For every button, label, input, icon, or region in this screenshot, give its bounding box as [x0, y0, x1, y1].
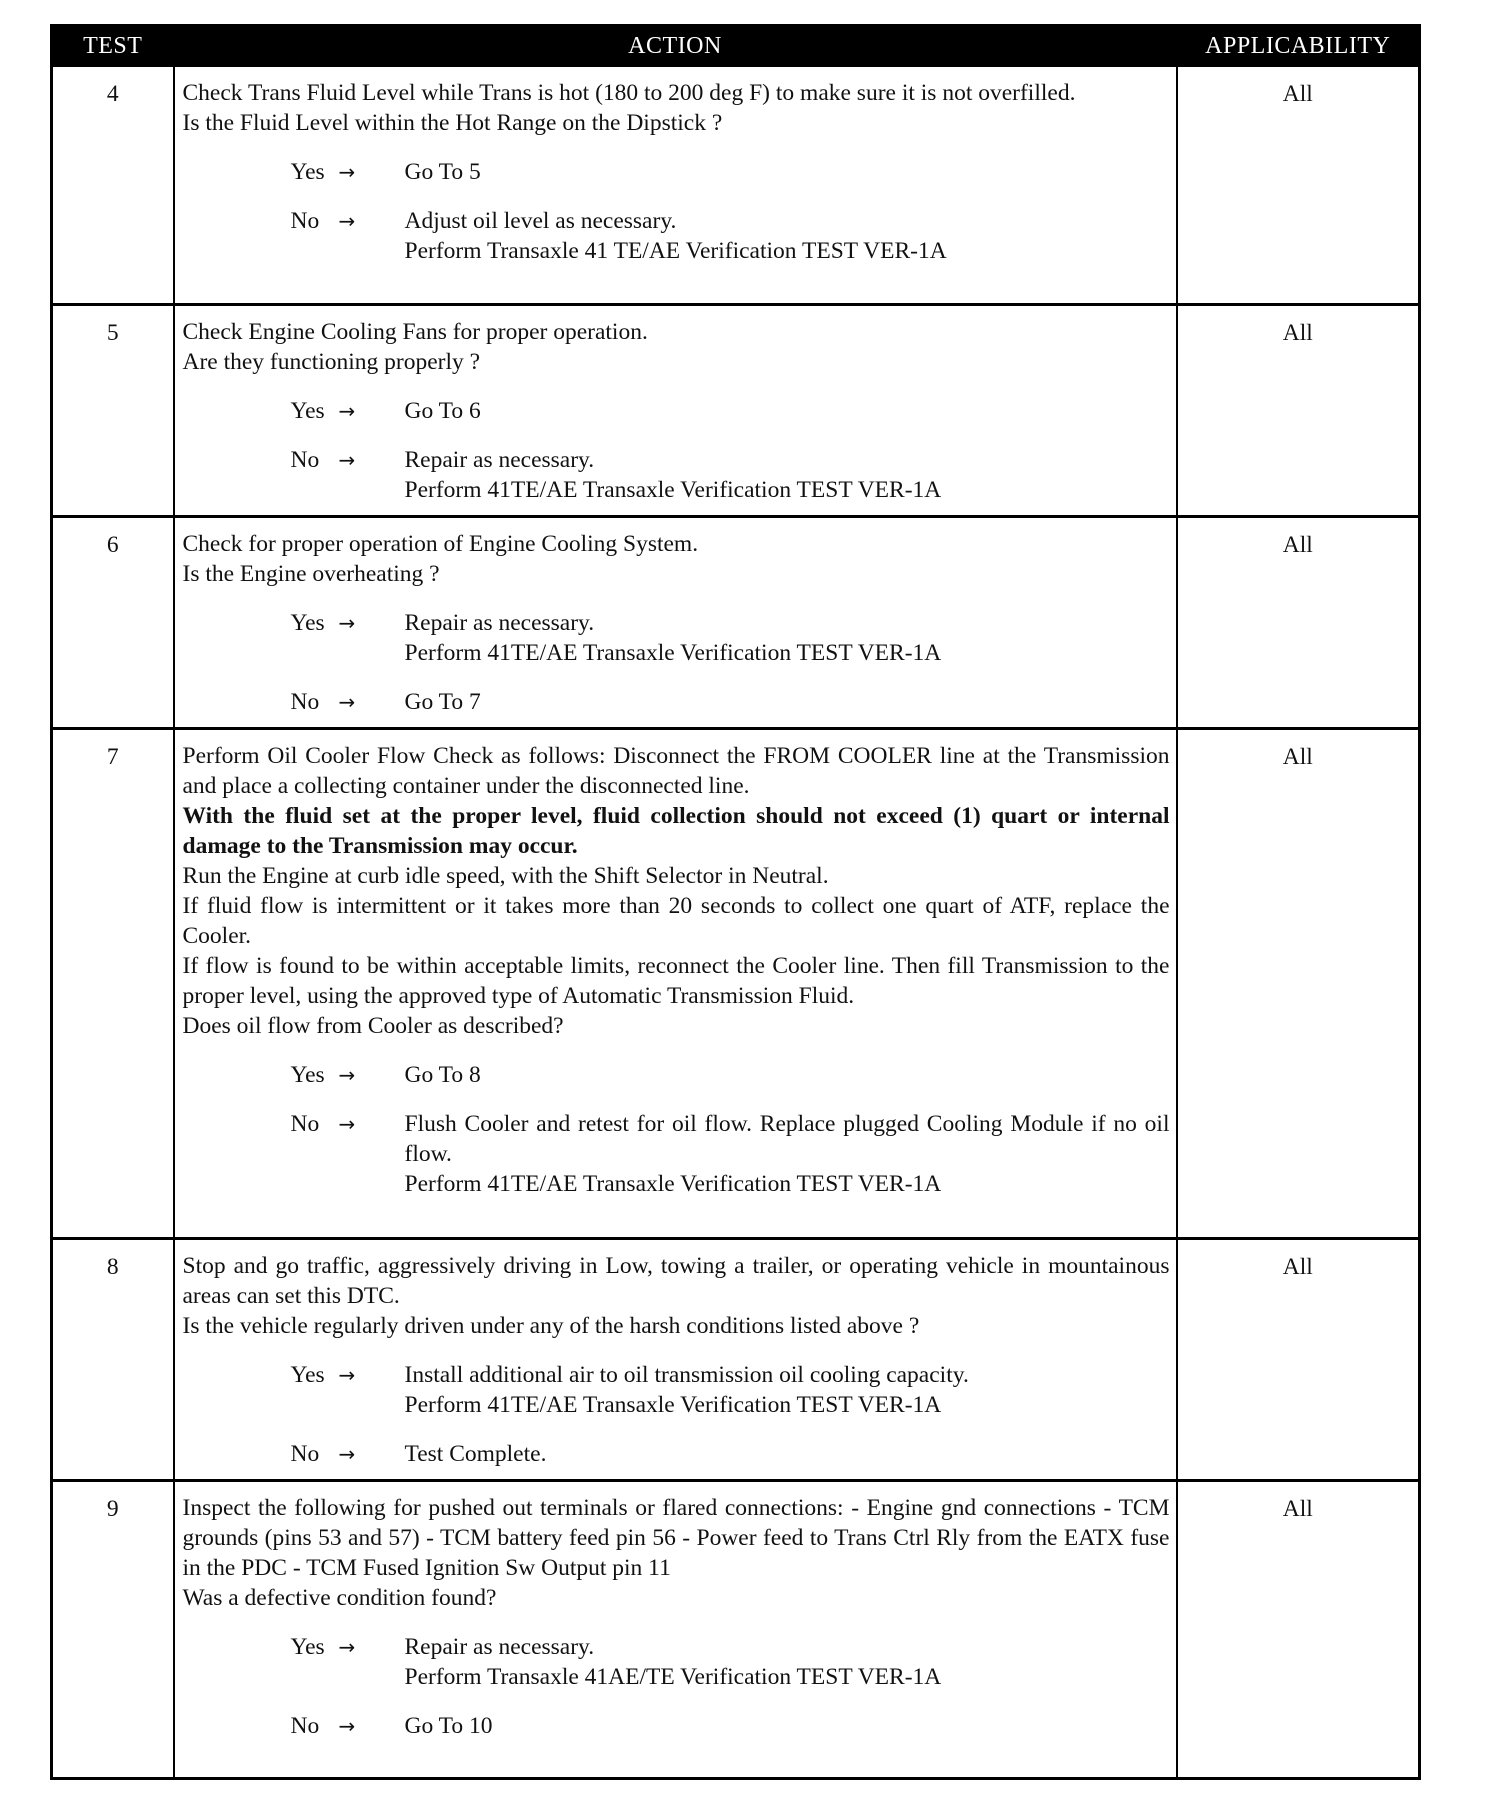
branch-text: Perform Transaxle 41AE/TE Verification TEST VER-1A [404, 1663, 942, 1690]
header-row [52, 26, 1420, 67]
applicability-value: All [1177, 66, 1420, 304]
caution-text: With the fluid set at the proper level, fluid collection should not exceed (1) quart or internal damage to the Transmission may occur. [182, 802, 1170, 859]
action-text: Perform Oil Cooler Flow Check as follows: Disconnect the FROM COOLER line at the Transmission and place a collecting container under the disconnected line. [182, 742, 1170, 799]
header-applicability: APPLICABILITY [1177, 26, 1420, 67]
test-row-6 [52, 516, 1420, 728]
branch-text: Install additional air to oil transmission oil cooling capacity. [404, 1361, 969, 1388]
action-question: Are they functioning properly ? [182, 348, 481, 375]
branch-label: No [290, 1712, 320, 1739]
branch-label: Yes [290, 1061, 325, 1088]
test-row-8 [52, 1238, 1420, 1480]
branch-no [291, 1711, 1170, 1741]
branch-no [291, 687, 1170, 717]
action-text: Stop and go traffic, aggressively driving in Low, towing a trailer, or operating vehicle in mountainous areas can set this DTC. [182, 1252, 1170, 1309]
branch-no [291, 445, 1170, 505]
action-cell [174, 1480, 1177, 1778]
test-row-9 [52, 1480, 1420, 1778]
branch-label: Yes [290, 609, 325, 636]
right-arrow-icon: → [338, 1713, 356, 1738]
branch-list [183, 1632, 1170, 1741]
right-arrow-icon: → [338, 689, 356, 714]
action-text: If flow is found to be within acceptable limits, reconnect the Cooler line. Then fill Transmission to the proper level, using the approved type of Automatic Transmission Fluid. [182, 952, 1170, 1009]
applicability-value: All [1177, 728, 1420, 1238]
branch-text: Flush Cooler and retest for oil flow. Replace plugged Cooling Module if no oil flow. [404, 1110, 1170, 1167]
branch-list [183, 1360, 1170, 1469]
branch-yes [291, 1060, 1170, 1090]
action-cell [174, 304, 1177, 516]
right-arrow-icon: → [338, 1441, 356, 1466]
test-row-5 [52, 304, 1420, 516]
branch-no [291, 1109, 1170, 1199]
branch-label: No [290, 208, 320, 234]
right-arrow-icon: → [338, 447, 356, 472]
branch-label: Yes [290, 1361, 325, 1388]
right-arrow-icon: → [338, 1362, 356, 1387]
right-arrow-icon: → [338, 610, 356, 635]
action-question: Is the vehicle regularly driven under any of the harsh conditions listed above ? [182, 1312, 920, 1339]
test-row-4 [52, 66, 1420, 304]
branch-text: Go To 10 [404, 1712, 493, 1739]
action-text: Check Engine Cooling Fans for proper operation. [182, 318, 648, 345]
branch-yes [291, 157, 1170, 187]
branch-text: Repair as necessary. [404, 446, 595, 473]
branch-label: No [290, 1440, 320, 1467]
test-number: 9 [52, 1480, 174, 1778]
diagnostic-test-table [50, 24, 1421, 1780]
right-arrow-icon: → [338, 1111, 356, 1136]
branch-text: Go To 5 [404, 159, 481, 185]
test-number: 4 [52, 66, 174, 304]
action-text: Check Trans Fluid Level while Trans is hot (180 to 200 deg F) to make sure it is not overfilled. [182, 80, 1076, 106]
test-row-7 [52, 728, 1420, 1238]
branch-text: Perform 41TE/AE Transaxle Verification TEST VER-1A [404, 639, 942, 666]
test-number: 7 [52, 728, 174, 1238]
branch-yes [291, 1360, 1170, 1420]
action-cell [174, 728, 1177, 1238]
applicability-value: All [1177, 516, 1420, 728]
right-arrow-icon: → [338, 209, 356, 233]
right-arrow-icon: → [338, 1634, 356, 1659]
action-text: If fluid flow is intermittent or it takes more than 20 seconds to collect one quart of ATF, replace the Cooler. [182, 892, 1170, 949]
action-text: Inspect the following for pushed out terminals or flared connections: - Engine gnd connections - TCM grounds (pins 53 and 57) - TCM battery feed pin 56 - Power feed to Trans Ctrl Rly from the EATX fuse in the PDC - TCM Fused Ignition Sw Output pin 11 [182, 1494, 1170, 1581]
branch-label: No [290, 688, 320, 715]
branch-text: Go To 7 [404, 688, 481, 715]
applicability-value: All [1177, 304, 1420, 516]
branch-label: No [290, 446, 320, 473]
branch-yes [291, 608, 1170, 668]
branch-yes [291, 396, 1170, 426]
right-arrow-icon: → [338, 160, 356, 184]
branch-label: Yes [290, 397, 325, 424]
action-text: Check for proper operation of Engine Cooling System. [182, 530, 699, 557]
right-arrow-icon: → [338, 398, 356, 423]
action-cell [174, 66, 1177, 304]
test-number: 8 [52, 1238, 174, 1480]
branch-list [183, 396, 1170, 505]
branch-text: Repair as necessary. [404, 609, 595, 636]
branch-label: No [290, 1110, 320, 1137]
branch-text: Repair as necessary. [404, 1633, 595, 1660]
action-question: Is the Engine overheating ? [182, 560, 440, 587]
branch-text: Perform 41TE/AE Transaxle Verification TEST VER-1A [404, 476, 942, 503]
action-question: Is the Fluid Level within the Hot Range on the Dipstick ? [182, 110, 723, 136]
applicability-value: All [1177, 1238, 1420, 1480]
branch-text: Perform Transaxle 41 TE/AE Verification TEST VER-1A [404, 238, 947, 264]
header-action: ACTION [174, 26, 1177, 67]
test-number: 6 [52, 516, 174, 728]
test-number: 5 [52, 304, 174, 516]
branch-label: Yes [290, 159, 325, 185]
action-cell [174, 516, 1177, 728]
action-question: Was a defective condition found? [182, 1584, 497, 1611]
branch-yes [291, 1632, 1170, 1692]
branch-no [291, 206, 1170, 266]
branch-label: Yes [290, 1633, 325, 1660]
branch-text: Perform 41TE/AE Transaxle Verification TEST VER-1A [404, 1391, 942, 1418]
branch-text: Go To 6 [404, 397, 481, 424]
branch-text: Test Complete. [404, 1440, 547, 1467]
right-arrow-icon: → [338, 1062, 356, 1087]
branch-no [291, 1439, 1170, 1469]
branch-list [183, 1060, 1170, 1199]
branch-text: Go To 8 [404, 1061, 481, 1088]
branch-list [183, 157, 1170, 266]
applicability-value: All [1177, 1480, 1420, 1778]
branch-list [183, 608, 1170, 717]
branch-text: Adjust oil level as necessary. [404, 208, 677, 234]
action-text: Run the Engine at curb idle speed, with the Shift Selector in Neutral. [182, 862, 829, 889]
action-cell [174, 1238, 1177, 1480]
header-test: TEST [52, 26, 174, 67]
branch-text: Perform 41TE/AE Transaxle Verification TEST VER-1A [404, 1170, 942, 1197]
action-question: Does oil flow from Cooler as described? [182, 1012, 564, 1039]
